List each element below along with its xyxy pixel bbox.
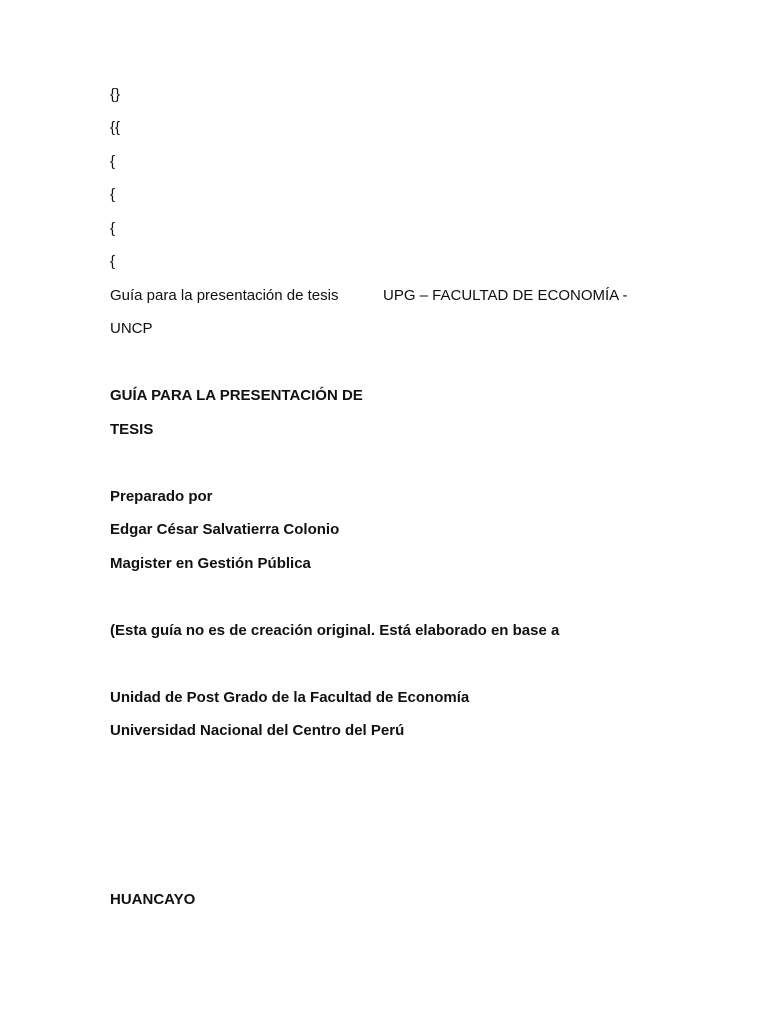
header-right-text: UPG – FACULTAD DE ECONOMÍA - <box>383 287 628 304</box>
brace-line-3: { <box>110 153 116 170</box>
institution-unit: Unidad de Post Grado de la Facultad de Economía <box>110 689 470 706</box>
brace-line-4: { <box>110 186 116 203</box>
author-degree: Magister en Gestión Pública <box>110 555 311 572</box>
title-line-2: TESIS <box>110 421 154 438</box>
title-line-1: GUÍA PARA LA PRESENTACIÓN DE <box>110 387 363 404</box>
institution-university: Universidad Nacional del Centro del Perú <box>110 722 405 739</box>
author-name: Edgar César Salvatierra Colonio <box>110 521 340 538</box>
source-note: (Esta guía no es de creación original. Está elaborado en base a <box>110 622 560 639</box>
brace-line-2: {{ <box>110 119 121 136</box>
city: HUANCAYO <box>110 891 196 908</box>
brace-line-1: {} <box>110 86 121 103</box>
header-continuation: UNCP <box>110 320 153 337</box>
prepared-by: Preparado por <box>110 488 213 505</box>
brace-line-6: { <box>110 253 116 270</box>
header-left-text: Guía para la presentación de tesis <box>110 287 339 304</box>
brace-line-5: { <box>110 220 116 237</box>
